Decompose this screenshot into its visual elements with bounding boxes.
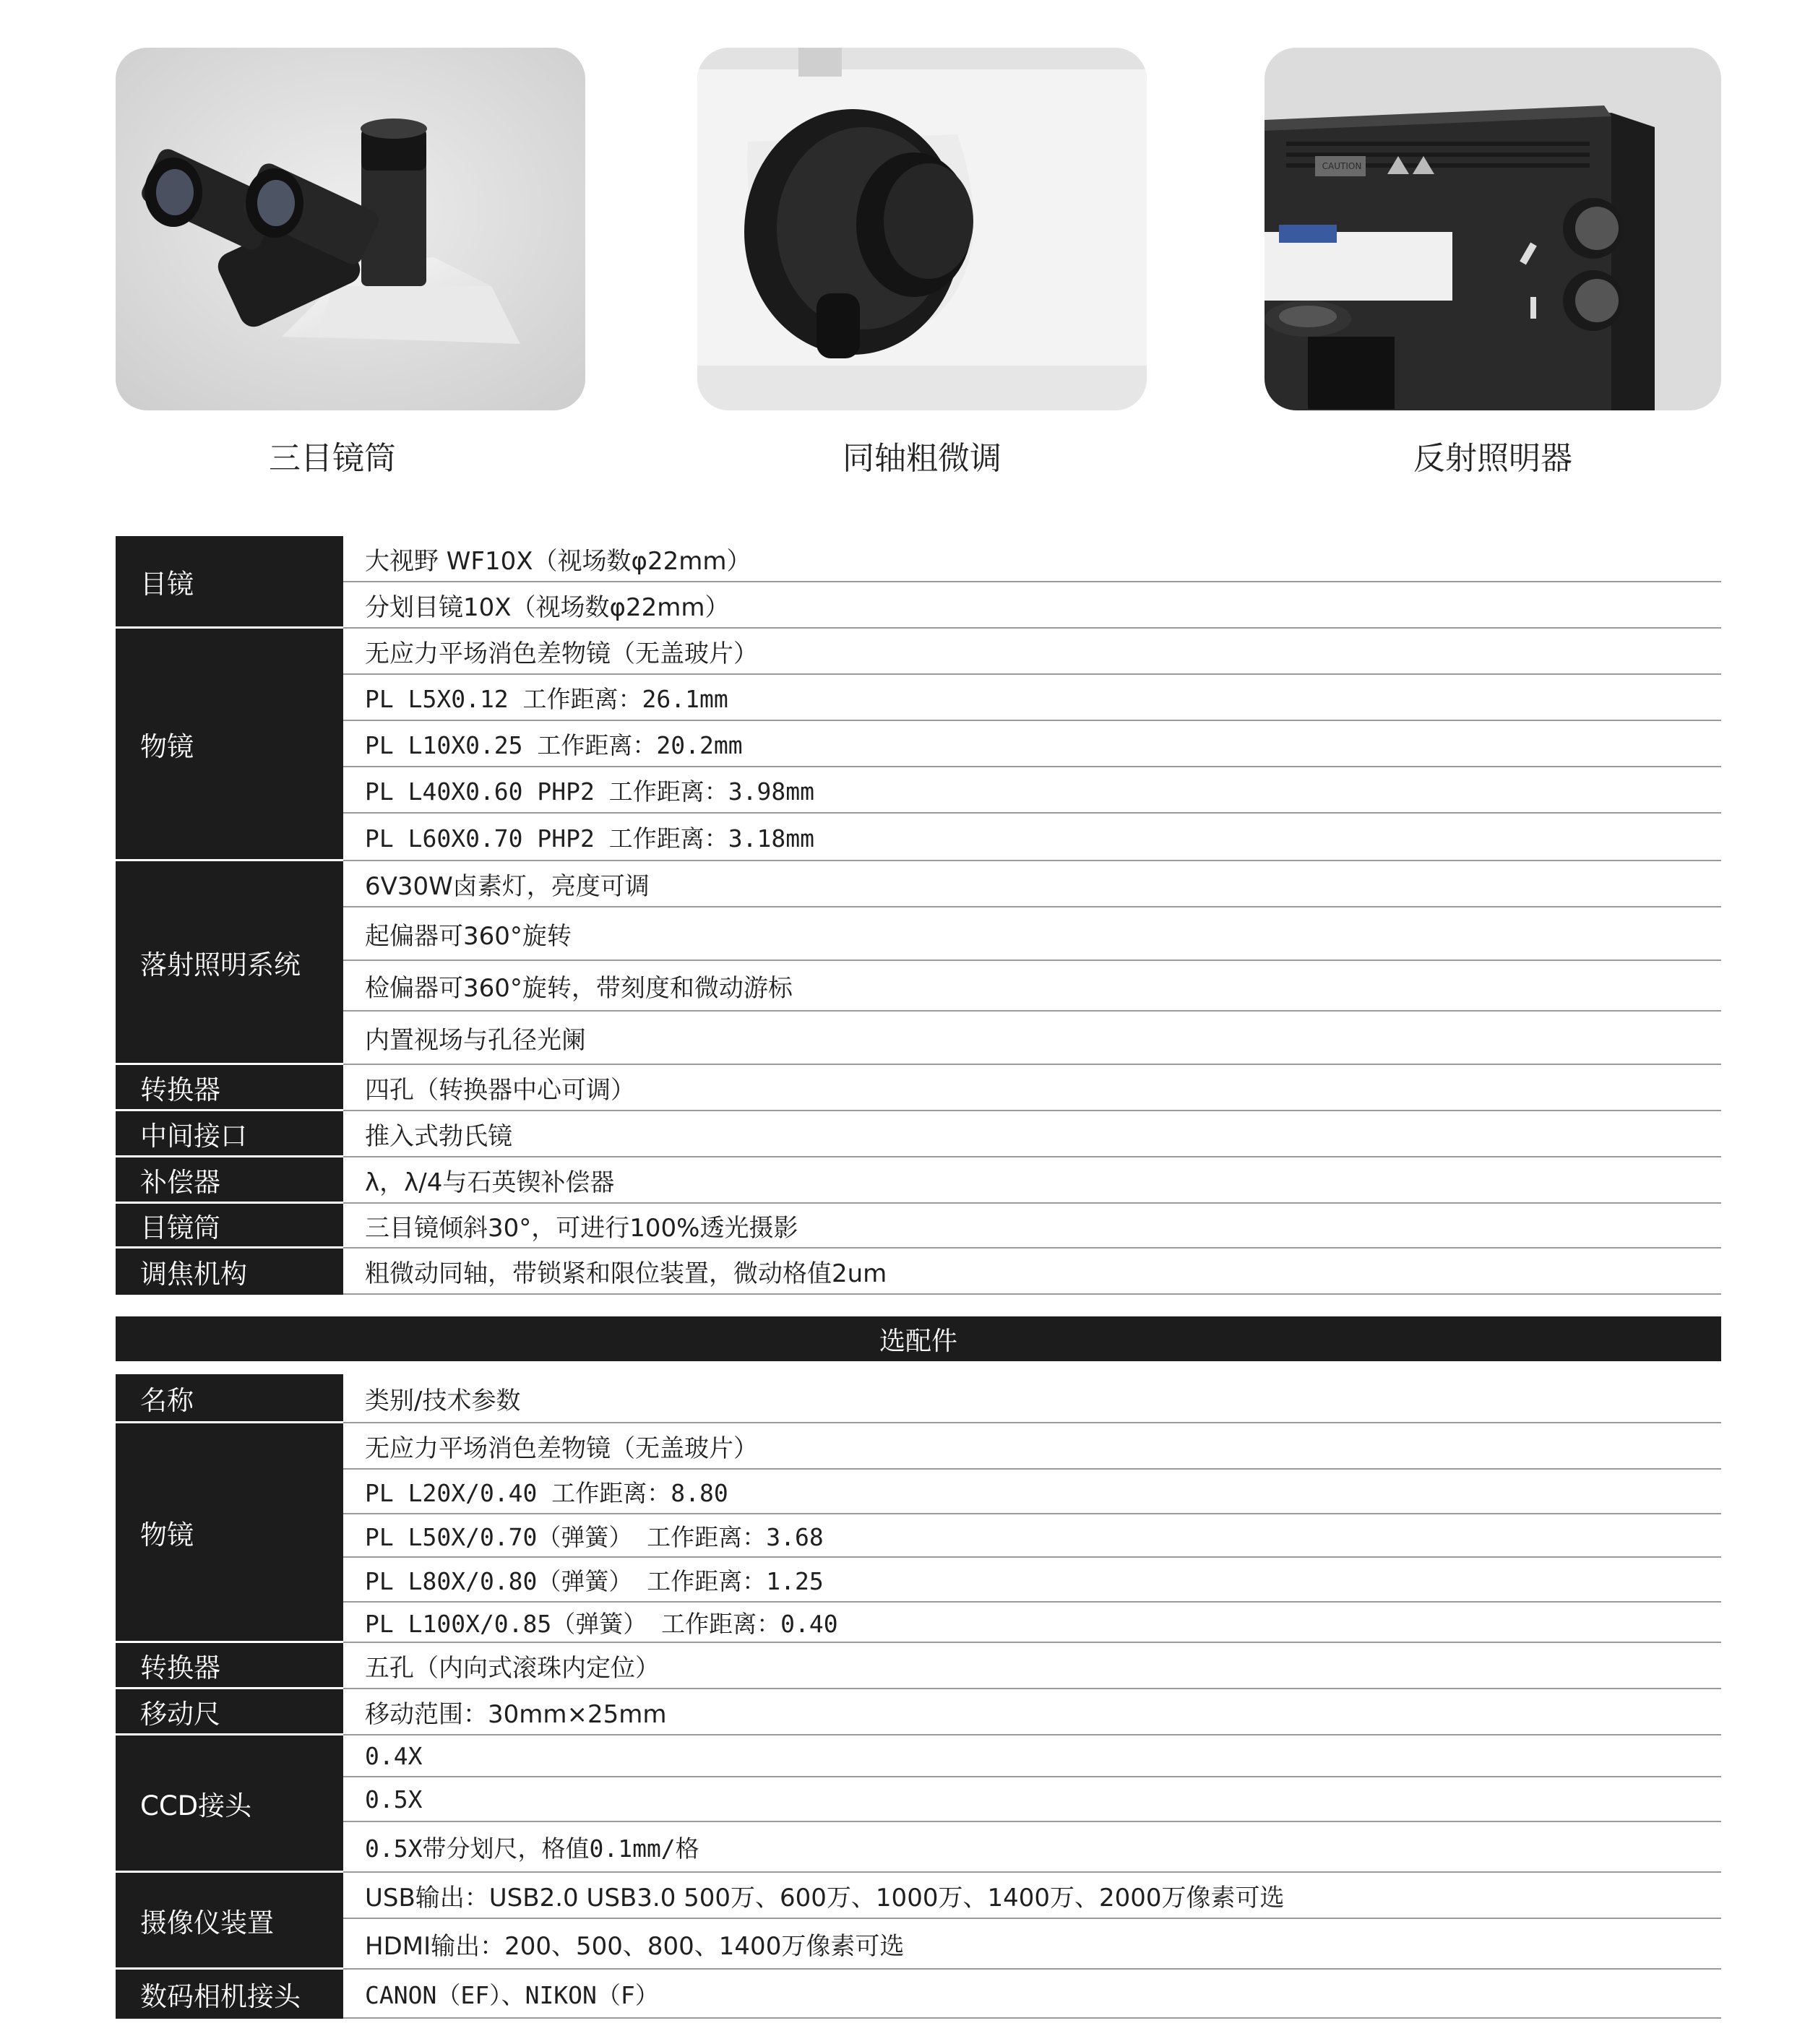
spec-row xyxy=(116,1970,1721,2019)
spec-row xyxy=(116,1374,1721,1423)
spec-label: 调焦机构 xyxy=(116,1249,343,1295)
spec-label: 中间接口 xyxy=(116,1111,343,1157)
spec-row xyxy=(116,1111,1721,1157)
spec-value: 无应力平场消色差物镜（无盖玻片） xyxy=(343,1423,1721,1470)
spec-value: 推入式勃氏镜 xyxy=(343,1111,1721,1157)
spec-label: 转换器 xyxy=(116,1065,343,1111)
spec-value: PL L10X0.25 工作距离：20.2mm xyxy=(343,721,1721,767)
spec-label: 补偿器 xyxy=(116,1157,343,1204)
spec-label: CCD接头 xyxy=(116,1735,343,1873)
spec-row xyxy=(116,1423,1721,1643)
spec-value: PL L20X/0.40 工作距离：8.80 xyxy=(343,1470,1721,1514)
spec-row xyxy=(116,1065,1721,1111)
spec-value: HDMI输出：200、500、800、1400万像素可选 xyxy=(343,1919,1721,1970)
spec-value: 移动范围：30mm×25mm xyxy=(343,1689,1721,1735)
spec-row xyxy=(116,1204,1721,1249)
photo-caption: 三目镜筒 xyxy=(269,440,396,477)
spec-label: 目镜 xyxy=(116,536,343,629)
spec-value: 三目镜倾斜30°，可进行100%透光摄影 xyxy=(343,1204,1721,1249)
spec-value: PL L5X0.12 工作距离：26.1mm xyxy=(343,675,1721,721)
spec-label: 摄像仪装置 xyxy=(116,1873,343,1970)
spec-row xyxy=(116,1735,1721,1873)
spec-value: PL L100X/0.85（弹簧） 工作距离：0.40 xyxy=(343,1603,1721,1643)
spec-value: 大视野 WF10X（视场数φ22mm） xyxy=(343,536,1721,582)
spec-value: 无应力平场消色差物镜（无盖玻片） xyxy=(343,629,1721,675)
spec-row xyxy=(116,536,1721,629)
photo-caption: 同轴粗微调 xyxy=(843,440,1001,477)
spec-row xyxy=(116,629,1721,861)
trinocular-head-photo xyxy=(116,48,585,410)
spec-value: 0.5X带分划尺，格值0.1mm/格 xyxy=(343,1822,1721,1873)
spec-value: 类别/技术参数 xyxy=(343,1374,1721,1423)
spec-value: 6V30W卤素灯，亮度可调 xyxy=(343,861,1721,907)
spec-value: 起偏器可360°旋转 xyxy=(343,907,1721,961)
spec-value: 四孔（转换器中心可调） xyxy=(343,1065,1721,1111)
spec-value: PL L80X/0.80（弹簧） 工作距离：1.25 xyxy=(343,1558,1721,1603)
spec-row xyxy=(116,1873,1721,1970)
spec-value: 检偏器可360°旋转，带刻度和微动游标 xyxy=(343,961,1721,1012)
spec-value: USB输出：USB2.0 USB3.0 500万、600万、1000万、1400万、2000万像素可选 xyxy=(343,1873,1721,1919)
spec-label: 移动尺 xyxy=(116,1689,343,1735)
spec-row xyxy=(116,1689,1721,1735)
spec-value: 0.4X xyxy=(343,1735,1721,1777)
spec-value: 五孔（内向式滚珠内定位） xyxy=(343,1643,1721,1689)
options-section-header: 选配件 xyxy=(116,1316,1721,1361)
spec-value: 分划目镜10X（视场数φ22mm） xyxy=(343,582,1721,629)
spec-label: 落射照明系统 xyxy=(116,861,343,1065)
spec-value: PL L60X0.70 PHP2 工作距离：3.18mm xyxy=(343,814,1721,861)
spec-value: PL L50X/0.70（弹簧） 工作距离：3.68 xyxy=(343,1514,1721,1558)
spec-label: 物镜 xyxy=(116,1423,343,1643)
spec-value: λ，λ/4与石英锲补偿器 xyxy=(343,1157,1721,1204)
photo-caption: 反射照明器 xyxy=(1413,440,1572,477)
spec-value: 粗微动同轴，带锁紧和限位装置，微动格值2um xyxy=(343,1249,1721,1295)
spec-row xyxy=(116,1157,1721,1204)
spec-label: 物镜 xyxy=(116,629,343,861)
coaxial-focus-knob-photo xyxy=(697,48,1147,410)
spec-label: 数码相机接头 xyxy=(116,1970,343,2019)
spec-label: 目镜筒 xyxy=(116,1204,343,1249)
reflected-illuminator-photo xyxy=(1265,48,1721,410)
spec-value: 0.5X xyxy=(343,1777,1721,1822)
spec-value: 内置视场与孔径光阑 xyxy=(343,1012,1721,1065)
spec-value: PL L40X0.60 PHP2 工作距离：3.98mm xyxy=(343,767,1721,814)
spec-row xyxy=(116,861,1721,1065)
spec-label: 转换器 xyxy=(116,1643,343,1689)
spec-label: 名称 xyxy=(116,1374,343,1423)
spec-row xyxy=(116,1643,1721,1689)
spec-row xyxy=(116,1249,1721,1295)
caution-label: CAUTION xyxy=(1322,161,1362,171)
spec-value: CANON（EF）、NIKON（F） xyxy=(343,1970,1721,2019)
